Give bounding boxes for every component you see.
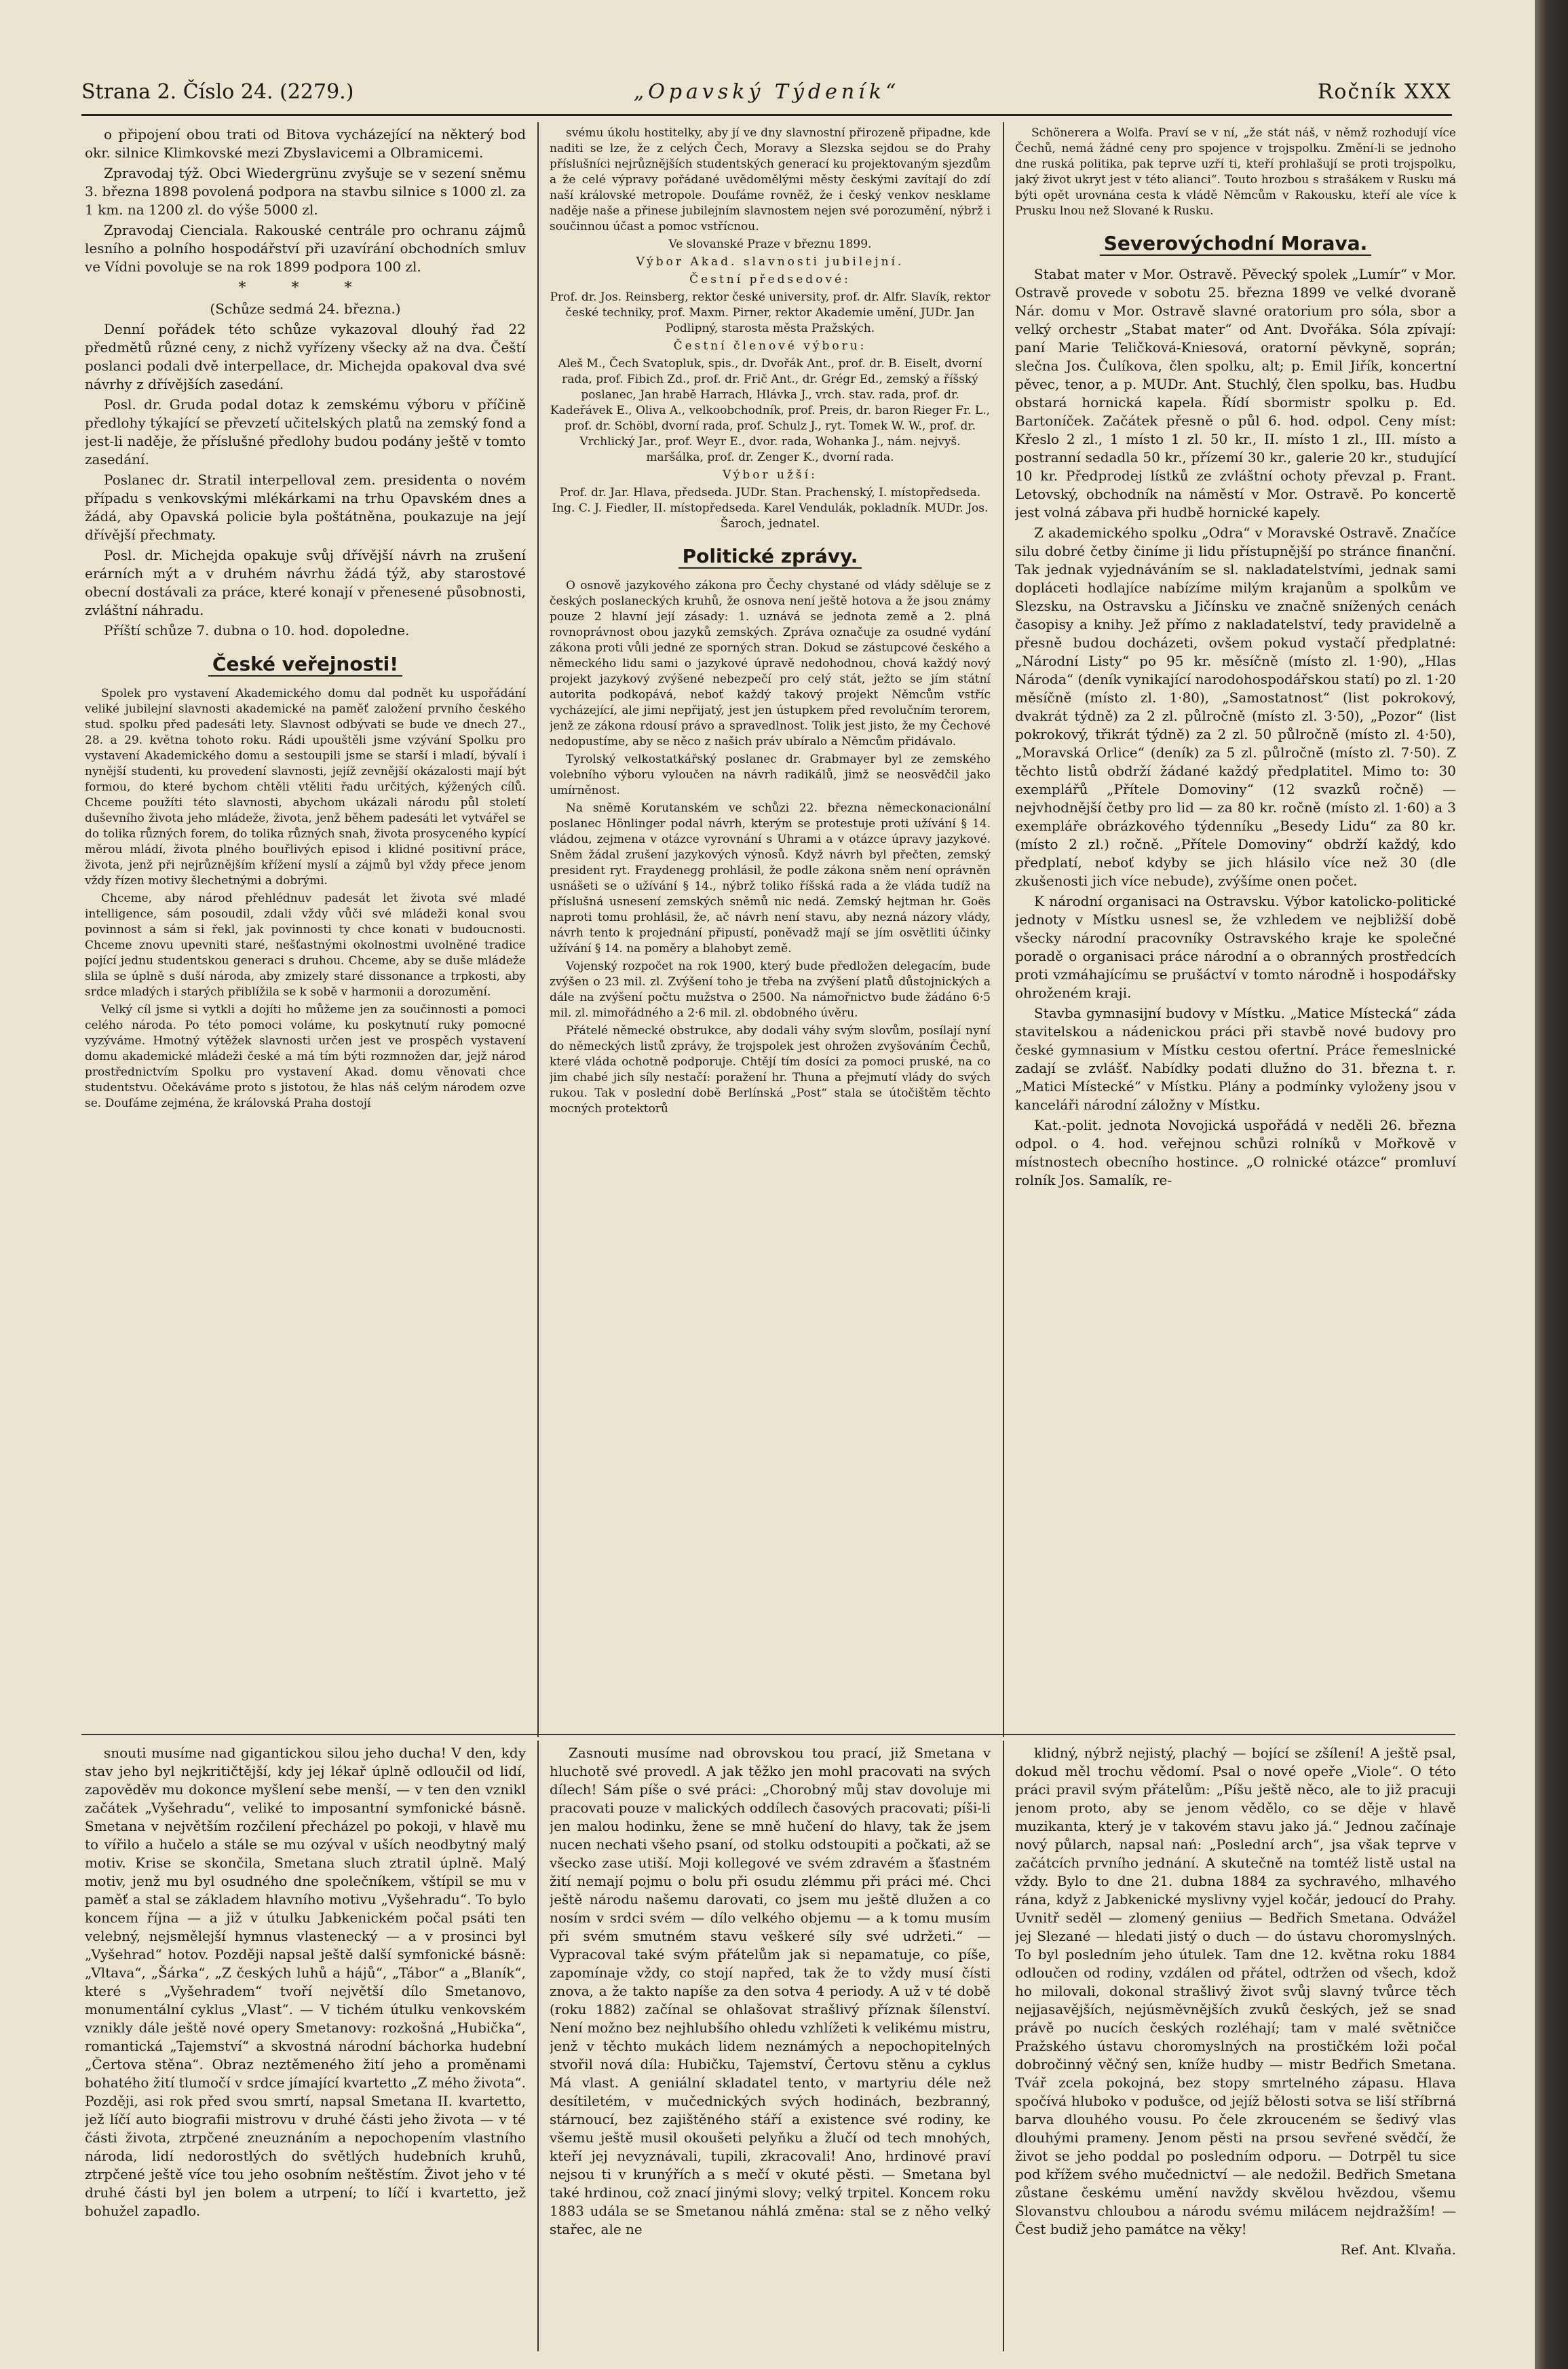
column-divider	[537, 122, 539, 1737]
column-divider	[1003, 1741, 1004, 2351]
subheading: Čestní předsedové:	[689, 273, 851, 286]
paragraph: Kat.-polit. jednota Novojická uspořádá v neděli 26. března odpol. o 4. hod. veřejnou schůzi rolníků v Mořkově v místnostech obecního hostince. „O rolnické otázce“ promluví rolník Jos. Samalík, re-	[1015, 1117, 1456, 1188]
volume-number: Ročník XXX	[1317, 80, 1452, 104]
paragraph: svému úkolu hostitelky, aby jí ve dny slavnostní přirozeně připadne, kde naditi se lze, že z celých Čech, Moravy a Slezska sejdou se do Prahy příslušníci nejrůznějších studentských generací ku projektovaným sjezdům a že celé výpravy pořádané uvědomělými městy českými zavítají do zdí naší královské metropole. Doufáme rovněž, že i český venkov nesklame naděje naše a přinese jubilejním slavnostem nejen své porozumění, nýbrž i součinnou účast a pomoc vstřícnou.	[550, 126, 991, 233]
section-title: České veřejnosti!	[85, 651, 526, 678]
paragraph: klidný, nýbrž nejistý, plachý — bojící se zšílení! A ještě psal, dokud měl trochu vědomí. Psal o nové opeře „Viole“. O této práci pravil svým přátelům: „Píšu ještě něco, ale to již pracuji jenom proto, aby se jenom vědělo, co se děje v hlavě muzikanta, který je v takovém stavu jako já.“ Jednou začínaje nový půlarch, napsal nań: „Poslední arch“, jsa však teprve v začátcích prvního jednání. A skutečně na tomtéž listě ustal na vždy. Bylo to dne 21. dubna 1884 za sychravého, mlhavého rána, když z Jabkenické myslivny vyjel kočár, jedoucí do Prahy. Uvnitř seděl — zlomený geniius — Bedřich Smetana. Odvážel jej Slezané — hledati jistý o duch — do ústavu choromyslných. To byl posledním jeho útulek. Tam dne 12. května roku 1884 odloučen od rodiny, vzdálen od přátel, odtržen od všech, kdož ho milovali, dokonal strašlivý život svůj slavný tvůrce těch nejjasavějších, nejúsměvnějších zvuků českých, jež se snad právě po nucích českých rozléhají; tam v malé světničce Pražského ústavu choromyslných na prostičkém loži počal dobročinný věčný sen, kníže hudby — mistr Bedřich Smetana. Tvář zcela pokojná, bez stopy smrtelného zápasu. Hlava spočívá hluboko v podušce, od jejíž bělosti sotva se liší stříbrná barva dlouhého vousu. Po čele zkrouceném se šedivý vlas dlouhými prameny. Jenom pěsti na prsou sevřené svědčí, že život se jeho poddal po posledním odporu. — Dotrpěl tu sice pod křížem svého mučednictví — ale nedožil. Bedřich Smetana zůstane českému umění navždy skvělou hvězdou, všemu Slovanstvu chloubou a národu svému milácem nejdražším! — Čest budiž jeho památce na věky!	[1015, 1745, 1456, 2237]
paragraph: snouti musíme nad gigantickou silou jeho ducha! V den, kdy stav jeho byl nejkritičtější, kdy jej lékař úplně odloučil od lidí, zapověděv mu dokonce myšlení sebe menší, — v ten den vznikl začátek „Vyšehradu“, veliké to imposantní symfonické básně. Smetana v největším rozčilení přecházel po pokoji, v hlavě mu to vířilo a hučelo a stále se mu ozýval v uších neodbytný malý motiv. Krise se skončila, Smetana sluch ztratil úplně. Malý motiv, jenž mu byl osudného dne společníkem, vštípil se mu v paměť a stal se základem hlavního motivu „Vyšehradu“. To bylo koncem října — a již v útulku Jabkenickém počal psáti ten velebný, nejsmělejší hymnus vlastenecký — a v prosinci byl „Vyšehrad“ hotov. Později napsal ještě další symfonické básně: „Vltava“, „Šárka“, „Z českých luhů a hájů“, „Tábor“ a „Blaník“, které s „Vyšehradem“ tvoří největší dílo Smetanovo, monumentální cyklus „Vlast“. — V tichém útulku venkovském vznikly dále ještě nové opery Smetanovy: rozkošná „Hubička“, romantická „Tajemství“ a skvostná národní báchorka hudební „Čertova stěna“. Obraz neztěmeného žití jeho a proměnami bohatého žití tlumočí v srdce jímající kvartetto „Z mého života“. Později, asi rok před svou smrtí, napsal Smetana II. kvartetto, jež líčí auto biografii mistrovu v druhé části jeho života — v té části života, ztrpčené zneuznáním a nepochopením vlastního národa, lidí nedorostlých do světlých hudebních kruhů, ztrpčené ještě více tou jeho osobním neštěstím. Život jeho v té druhé části byl jen bolem a utrpení; to líčí i kvartetto, jež bohužel zapadlo.	[85, 1745, 526, 2219]
subheading: Čestní členové výboru:	[673, 339, 867, 353]
paragraph: Přátelé německé obstrukce, aby dodali váhy svým slovům, posílají nyní do německých listů zprávy, že trojspolek jest ohrožen zvyšováním Čechů, které vláda ochotně podporuje. Chtějí tím dosíci za pomoci pruské, na co jim chabé jich síly nestačí: poražení hr. Thuna a přejmutí vlády do svých rukou. Tak v poslední době Berlínská „Post“ stala se útočištěm těchto mocných protektorů	[550, 1024, 991, 1116]
subheading: Výbor užší:	[723, 468, 818, 482]
name-list: Prof. dr. Jar. Hlava, předseda. JUDr. Stan. Prachenský, I. místopředseda. Ing. C. J. Fiedler, II. místopředseda. Karel Vendulák, pokladník. MUDr. Jos. Šaroch, jednatel.	[552, 486, 989, 531]
paragraph: Velký cíl jsme si vytkli a dojíti ho můžeme jen za součinnosti a pomoci celého národa. Po této pomoci voláme, ku poskytnutí ruky pomocné vyzýváme. Hmotný výtěžek slavnosti určen jest ve prospěch vystavení domu akademické mládeži české a má tím býti rozmnožen dar, jejž národ prostřednictvím Spolku pro vystavení Akad. domu věnovati chce studentstvu. Očekáváme proto s jistotou, že hlas náš celým národem ozve se. Doufáme zejména, že královská Praha dostojí	[85, 1003, 526, 1110]
feuilleton-rule	[81, 1734, 1455, 1735]
paragraph: Stabat mater v Mor. Ostravě. Pěvecký spolek „Lumír“ v Mor. Ostravě provede v sobotu 25. března 1899 ve velké dvoraně Nár. domu v Mor. Ostravě slavné oratorium pro sóla, sbor a velký orchestr „Stabat mater“ od Ant. Dvořáka. Sóla zpívají: paní Marie Teličková-Kniesová, oratorní pěvkyně, soprán; slečna Jos. Čulíkova, člen spolku, alt; p. Emil Jiřík, koncertní pěvec, tenor, a p. MUDr. Ant. Stuchlý, člen spolku, bas. Hudbu obstará hornická kapela. Řídí sbormistr spolku p. Ed. Bartoníček. Začátek přesně o půl 6. hod. odpol. Ceny míst: Křeslo 2 zl., 1 místo 1 zl. 50 kr., II. místo 1 zl., III. místo a postranní sedadla 50 kr., přízemí 30 kr., galerie 20 kr., studující 10 kr. Předprodej lístků ze zvláštní ochoty převzal p. Frant. Letovský, obchodník na náměstí v Mor. Ostravě. Po koncertě jest volná zábava při hudbě hornické kapely.	[1015, 266, 1456, 520]
paragraph: Poslanec dr. Stratil interpelloval zem. presidenta o novém případu s venkovskými mlékárkami na trhu Opavském dnes a žádá, aby Opavská policie byla poštátněna, poukazuje na její dřívější přechmaty.	[85, 472, 526, 543]
paragraph: Posl. dr. Michejda opakuje svůj dřívější návrh na zrušení erárních mýt a v druhém návrhu žádá týž, aby starostové obecní dostávali za práce, které konají v přenesené působnosti, zvláštní náhradu.	[85, 547, 526, 618]
column-3	[1015, 126, 1456, 1720]
section-separator: * * *	[238, 280, 372, 297]
place-date: Ve slovanské Praze v březnu 1899.	[668, 238, 872, 251]
section-title: Severovýchodní Morava.	[1015, 230, 1456, 257]
paragraph: Příští schůze 7. dubna o 10. hod. dopoledne.	[104, 622, 410, 639]
masthead-title: „Opavský Týdeník“	[633, 80, 900, 104]
paragraph: Stavba gymnasijní budovy v Místku. „Matice Místecká“ záda stavitelskou a nádenickou práci při stavbě nové budovy pro české gymnasium v Místku cestou ofertní. Práce řemeslnické zadají se zvlášť. Nabídky podati dlužno do 31. března t. r. „Matici Místecké“ v Místku. Plány a podmínky vyloženy jsou v kanceláři národní záložny v Místku.	[1015, 1005, 1456, 1113]
paragraph: O osnově jazykového zákona pro Čechy chystané od vlády sděluje se z českých poslaneckých kruhů, že osnova není ještě hotova a že jsou známy pouze 2 hlavní její zásady: 1. uznává se jednota země a 2. plná rovnoprávnost obou jazyků zemských. Zpráva označuje za osudné vydání zákona proti vůli jedné ze sporných stran. Dokud se zástupcové českého a německého lidu sami o jazykové úpravě nedohodnou, chová každý nový projekt jazykový zvýšené nebezpečí pro celý stát, ježto se jím státní autorita podkopává, neboť každý takový projekt Němcům vstříc vycházející, ale jimi nepřijatý, jest jen ústupkem před revolučním terorem, jenž ze zákona rdousí právo a spravedlnost. Tolik jest jisto, že my Čechové nedopustíme, aby se něco z našich práv ubíralo a Němcům přidávalo.	[550, 579, 991, 748]
feuilleton-column-1	[85, 1744, 526, 2348]
paragraph: Schönerera a Wolfa. Praví se v ní, „že stát náš, v němž rozhodují více Čechů, nemá žádné ceny pro spojence v trojspolku. Změní-li se jednoho dne ruská politika, pak teprve uzří ti, kteří prohlašují se proti trojspolku, jaký život ukryt jest v této alianci“. Touto hrozbou s strašákem v Rusku má býti opět urovnána cesta k vládě Němcům v Rakousku, kteří ale více k Prusku lnou než Slované k Rusku.	[1015, 126, 1456, 218]
paragraph: Spolek pro vystavení Akademického domu dal podnět ku uspořádání veliké jubilejní slavnosti akademické na paměť založení prvního českého stud. spolku před padesáti lety. Slavnost odbývati se bude ve dnech 27., 28. a 29. května tohoto roku. Rádi upouštěli jsme vzývání Spolku pro vystavení Akademického domu a sestoupili jsme se starší i mladí, bývalí i nynější studenti, ku provedení slavnosti, jejíž zevnější okázalosti mají být formou, do které bychom chtěli vtěliti řadu určitých, kýžených cílů. Chceme použíti této slavnosti, abychom ukázali národu půl století duševního života jeho mládeže, života, jenž během padesáti let vytvářel se do tolika různých forem, do tolika různých snah, života prosyceného kypící měrou mládí, života plného bouřlivých episod i klidné positivní práce, života, jenž při nejrůznějším křížení myslí a zájmů byl vždy přece jenom vždy řízen motivy šlechetnými a dobrými.	[85, 687, 526, 888]
column-divider	[1003, 122, 1004, 1737]
paragraph: Zasnouti musíme nad obrovskou tou prací, již Smetana v hluchotě své provedl. A jak těžko jen mohl pracovati na svých dílech! Sám píše o své práci: „Chorobný můj stav dovoluje mi pracovati pouze v malických oddílech časových pracovati; píši-li jen malou hodinku, žene se mně hučení do hlavy, tak že jsem nucen nechati všeho psaní, od stolku odstoupiti a počkati, až se všecko zase utiší. Moji kollegové ve svém zdravém a šťastném žití nemají pojmu o bolu při osudu zlémmu při práci mé. Chci ještě národu našemu darovati, co jsem mu ještě dlužen a co nosím v srdci svém — dílo velkého objemu — a k tomu musím při svém smutném stavu veškeré síly své udržeti.“ — Vypracoval také svým přátelům jak si nepamatuje, co píše, zapomínaje vždy, co stojí napřed, tak že to vždy musí čísti znova, a že takto napíše za den sotva 4 periody. A už v té době (roku 1882) začínal se ohlašovat strašlivý příznak šílenství. Není možno bez nejhlubšího ohledu vzhlížeti k velikému mistru, jenž v těchto mukách lidem neznámých a nepochopitelných stvořil nová díla: Hubičku, Tajemství, Čertovu stěnu a cyklus Má vlast. A geniální skladatel tento, v martyriu déle než desítiletém, v mučednických svých hodinách, bezbranný, stárnoucí, bez zajištěného stáří a existence své rodiny, ke všemu ještě musil okoušeti pelyňku a žlučí od tech mnohých, kteří jej nevyznávali, tupili, zkracovali! Ano, hrdinové praví nejsou ti v krunýřích a s mečí v okuté pěsti. — Smetana byl také hrdinou, což znací jinými slovy; velký trpitel. Koncem roku 1883 udála se se Smetanou náhlá změna: stal se z něho velký stařec, ale ne	[550, 1745, 991, 2237]
header-rule	[81, 114, 1452, 116]
feuilleton-column-3	[1015, 1744, 1456, 2348]
paragraph: Na sněmě Korutanském ve schůzi 22. března německonacionální poslanec Hönlinger podal návrh, kterým se protestuje proti užívání § 14. vládou, zejmena v otázce vyrovnání s Uhrami a v otázce úpravy jazykové. Sněm žádal zrušení jazykových výnosů. Když návrh byl přečten, zemský president ryt. Fraydenegg prohlásil, že podle zákona sněm není oprávněn usnášeti se o užívání § 14., nýbrž toliko říšská rada a že vláda tudíž na příslušná usnesení zemských sněmů nic nedá. Zemský hejtman hr. Goës naproti tomu prohlásil, že, ač návrh není stavu, aby nezná názory vlády, návrh tento k projednání připustí, poněvadž mají se jím osvětliti účinky užívání § 14. na poměry a blahobyt země.	[550, 801, 991, 955]
session-heading: (Schůze sedmá 24. března.)	[210, 301, 401, 317]
paragraph: K národní organisaci na Ostravsku. Výbor katolicko-politické jednoty v Místku usnesl se, že vzhledem ve nejbližší době všecky národní pracovníky Ostravského kraje ke společné poradě o organisaci práce národní a o obranných prostředcích proti vzmáhajícímu se prušáctví v tomto národně i hospodářsky ohroženém kraji.	[1015, 893, 1456, 1001]
paragraph: Z akademického spolku „Odra“ v Moravské Ostravě. Značíce silu dobré četby činíme ji lidu přístupnější po stránce finanční. Tak jednak vyjednáváním se sl. nakladatelstvími, jednak sami dopláceti hodlajíce nabízíme milým krajanům a spolkům ve Slezsku, na Ostravsku a Jičínsku ve značně snížených cenách časopisy a knihy. Jež přímo z nakladatelství, tedy pravidelně a přesně budou docházeti, ovšem pokud vystačí předplatné: „Národní Listy“ po 95 kr. měsíčně (místo zl. 1·90), „Hlas Národa“ (deník vynikající narodohospodářskou statí) po zl. 1·20 měsíčně (místo zl. 1·80), „Samostatnost“ (list pokrokový, dvakrát týdně) za 2 zl. půlročně (místo zl. 3·50), „Pozor“ (list pokrokový, třikrát týdně) za 2 zl. 50 půlročně (místo zl. 4·50), „Moravská Orlice“ (deník) za 5 zl. půlročně (místo zl. 7·50). Z těchto listů obdrží žádané každý předplatitel. Mimo to: 30 exemplářů „Přítele Domoviny“ (12 svazků ročně) — nejvhodnější četby pro lid — za 80 kr. ročně (místo zl. 1·60) a 3 exempláře obrázkového týdenníku „Besedy Lidu“ za 80 kr. (místo 2 zl.) ročně. „Přítele Domoviny“ obdrží každý, kdo předplatí, neboť kdyby se jich hlásilo více než 30 (dle zkušenosti jich více nebude), zvýšíme onen počet.	[1015, 525, 1456, 889]
name-list: Prof. dr. Jos. Reinsberg, rektor české university, prof. dr. Alfr. Slavík, rektor české techniky, prof. Maxm. Pirner, rektor Akademie umění, JUDr. Jan Podlipný, starosta města Pražských.	[550, 290, 991, 335]
author-signature: Ref. Ant. Klvaňa.	[1340, 2241, 1456, 2258]
paragraph: Denní pořádek této schůze vykazoval dlouhý řad 22 předmětů různé ceny, z nichž vyřízeny všecky až na dva. Čeští poslanci podali dvě interpellace, dr. Michejda opakoval dva své návrhy z dřívějších zasedání.	[85, 321, 526, 392]
feuilleton-column-2	[550, 1744, 991, 2348]
paragraph: o připojení obou trati od Bitova vycházející na některý bod okr. silnice Klimkovské mezi Zbyslavicemi a Olbramicemi.	[85, 126, 526, 161]
page-edge	[1535, 0, 1568, 2369]
column-divider	[537, 1741, 539, 2351]
paragraph: Zpravodaj týž. Obci Wiedergrünu zvyšuje se v sezení sněmu 3. března 1898 povolená podpora na stavbu silnice s 1000 zl. za 1 km. na 1200 zl. do výše 5000 zl.	[85, 165, 526, 218]
page-number: Strana 2. Číslo 24. (2279.)	[81, 80, 354, 104]
section-title: Politické zprávy.	[550, 543, 991, 570]
name-list: Aleš M., Čech Svatopluk, spis., dr. Dvořák Ant., prof. dr. B. Eiselt, dvorní rada, prof. Fibich Zd., prof. dr. Frič Ant., dr. Grégr Ed., zemský a říšský poslanec, Jan hrabě Harrach, Hlávka J., vrch. stav. rada, prof. dr. Kadeřávek E., Oliva A., velkoobchodník, prof. Preis, dr. baron Rieger Fr. L., prof. dr. Schöbl, dvorní rada, prof. Schulz J., ryt. Tomek W. W., prof. dr. Vrchlický Jar., prof. Weyr E., dvor. rada, Wohanka J., nám. nejvyš. maršálka, prof. dr. Zenger K., dvorní rada.	[550, 357, 991, 464]
column-1	[85, 126, 526, 1720]
paragraph: Zpravodaj Cienciala. Rakouské centrále pro ochranu zájmů lesního a polního hospodářství při uzavírání obchodních smluv ve Vídni povoluje se na rok 1899 podpora 100 zl.	[85, 222, 526, 275]
paragraph: Chceme, aby národ přehlédnuv padesát let života své mladé intelligence, sám posoudil, zdali vždy vůči své mládeži konal svou povinnost a sám si řekl, jak povinnosti ty chce konati v budoucnosti. Chceme znovu upevniti staré, nešťastnými okolnostmi uvolněné tradice pojící jednu studentskou generaci s druhou. Chceme, aby se duše mládeže slila se úplně s duší národa, aby zmizely staré dissonance a trpkosti, aby srdce mladých i starých přiblížila se k sobě v harmonii a dorozumění.	[85, 892, 526, 999]
column-2	[550, 126, 991, 1720]
page-header	[81, 73, 1452, 111]
paragraph: Tyrolský velkostatkářský poslanec dr. Grabmayer byl ze zemského volebního výboru vyloučen na návrh radikálů, jimž se neosvědčil jako umírněnost.	[550, 753, 991, 797]
committee-name: Výbor Akad. slavnosti jubilejní.	[636, 255, 904, 269]
paragraph: Vojenský rozpočet na rok 1900, který bude předložen delegacím, bude zvýšen o 23 mil. zl. Zvýšení toho je třeba na zvýšení platů důstojnických a dále na zvýšení počtu mužstva o 2500. Na námořnictvo bude žádáno 6·5 mil. zl. mimořádného a 2·6 mil. zl. obdobného úvěru.	[550, 960, 991, 1020]
paragraph: Posl. dr. Gruda podal dotaz k zemskému výboru v příčině předlohy týkající se převzetí učitelských platů na zemský fond a jest-li naděje, že příslušné předlohy budou podány ještě v tomto zasedání.	[85, 396, 526, 468]
